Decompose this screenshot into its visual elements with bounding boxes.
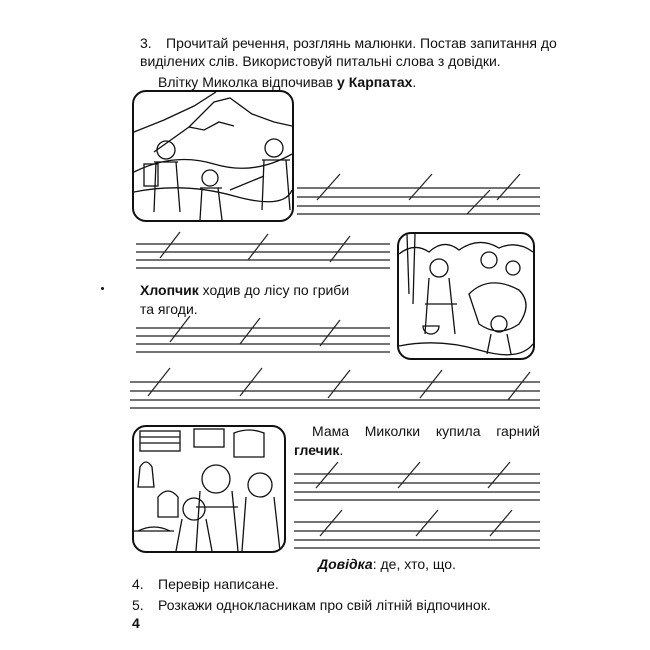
sentence-1-text: Влітку Миколка відпочивав — [158, 74, 338, 90]
hint-text: : де, хто, що. — [372, 556, 456, 572]
writing-line-group-c — [136, 316, 390, 352]
page-number: 4 — [132, 615, 140, 631]
task4-text: Перевір написане. — [158, 576, 279, 592]
sentence-3-line1: Мама Миколки купила гарний — [312, 423, 540, 439]
hint-label: Довідка — [318, 556, 373, 572]
task4-number: 4. — [132, 576, 144, 592]
sentence-3-end: . — [339, 442, 344, 458]
sentence-1-highlight: у Карпатах — [337, 74, 413, 90]
sentence-3-highlight: глечик — [294, 442, 340, 458]
task5-text: Розкажи однокласникам про свій літній відпочинок. — [158, 597, 491, 613]
task3-instruction-line1: Прочитай речення, розглянь малюнки. Постав запитання до — [166, 35, 557, 51]
sentence-2-highlight: Хлопчик — [140, 282, 199, 298]
writing-line-group-e — [294, 462, 540, 500]
writing-line-group-f — [294, 510, 540, 548]
writing-line-group-a — [297, 174, 540, 214]
writing-line-group-b — [136, 232, 390, 268]
task3-instruction-line2: виділених слів. Використовуй питальні слова з довідки. — [140, 53, 501, 69]
task5-number: 5. — [132, 597, 144, 613]
task3-number: 3. — [140, 35, 152, 51]
sentence-2-text: ходив до лісу по гриби — [198, 282, 350, 298]
sentence-1-end: . — [412, 74, 417, 90]
writing-line-group-d — [130, 368, 540, 408]
sentence-2-line2: та ягоди. — [140, 301, 198, 317]
